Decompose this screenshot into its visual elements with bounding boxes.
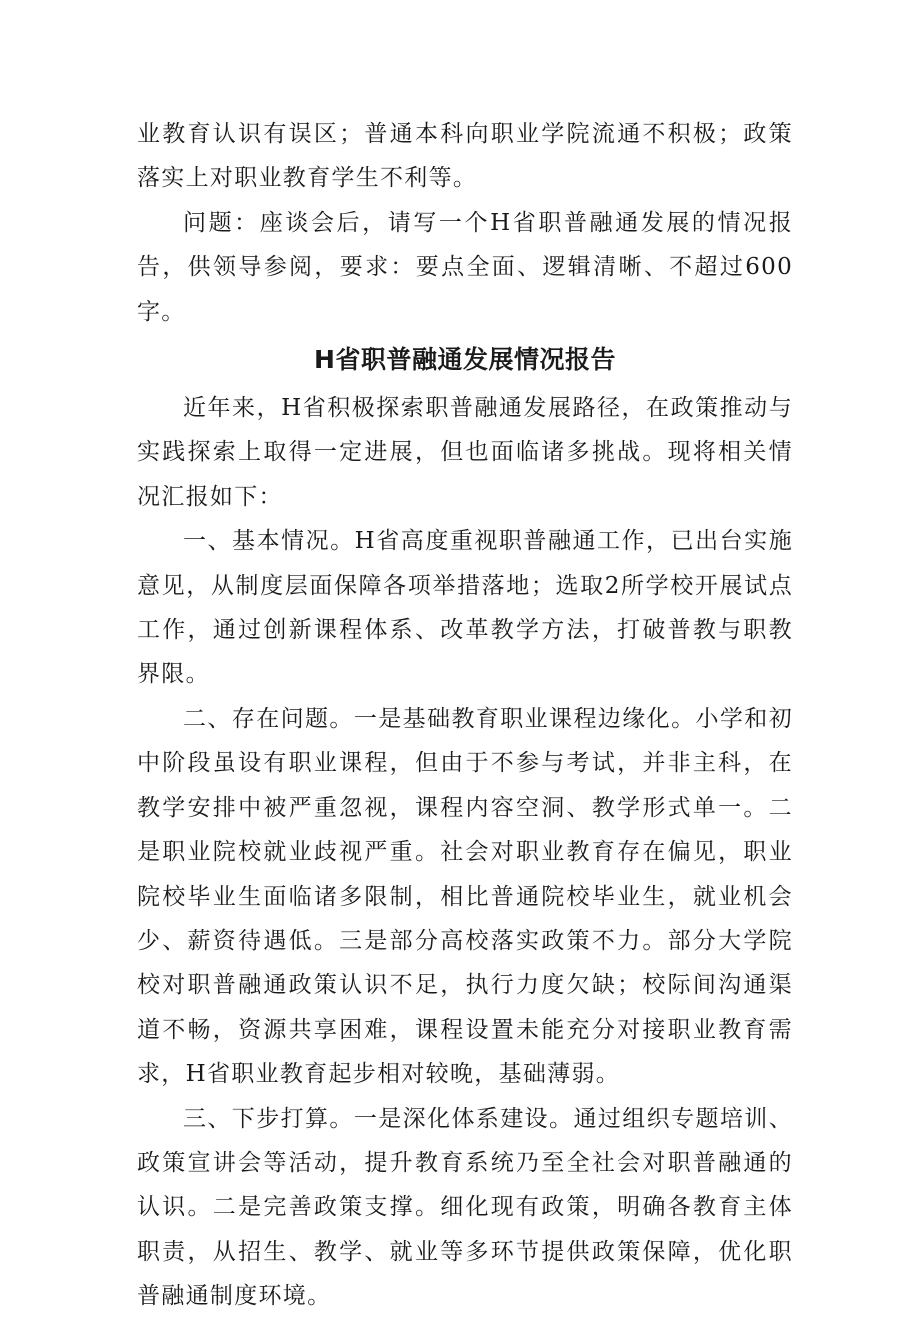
report-paragraph-problems: 二、存在问题。一是基础教育职业课程边缘化。小学和初中阶段虽设有职业课程，但由于不参与考试，并非主科，在教学安排中被严重忽视，课程内容空洞、教学形式单一。二是职业院校就业歧视严重。社会对职业教育存在偏见，职业院校毕业生面临诸多限制，相比普通院校毕业生，就业机会少、薪资待遇低。三是部分高校落实政策不力。部分大学院校对职普融通政策认识不足，执行力度欠缺；校际间沟通渠道不畅，资源共享困难，课程设置未能充分对接职业教育需求，H省职业教育起步相对较晚，基础薄弱。 [137,705,793,1088]
question-paragraph: 问题：座谈会后，请写一个H省职普融通发展的情况报告，供领导参阅，要求：要点全面、逻辑清晰、不超过600字。 [137,209,793,325]
report-paragraph-next-steps: 三、下步打算。一是深化体系建设。通过组织专题培训、政策宣讲会等活动，提升教育系统乃至全社会对职普融通的认识。二是完善政策支撑。细化现有政策，明确各教育主体职责，从招生、教学、就业等多环节提供政策保障，优化职普融通制度环境。 [137,1105,793,1310]
document-page [137,112,793,1319]
continued-paragraph: 业教育认识有误区；普通本科向职业学院流通不积极；政策落实上对职业教育学生不利等。 [137,121,793,192]
report-paragraph-basic-situation: 一、基本情况。H省高度重视职普融通工作，已出台实施意见，从制度层面保障各项举措落地；选取2所学校开展试点工作，通过创新课程体系、改革教学方法，打破普教与职教界限。 [137,528,793,688]
report-paragraph-intro: 近年来，H省积极探索职普融通发展路径，在政策推动与实践探索上取得一定进展，但也面临诸多挑战。现将相关情况汇报如下： [137,395,793,510]
report-title: H省职普融通发展情况报告 [314,345,616,375]
